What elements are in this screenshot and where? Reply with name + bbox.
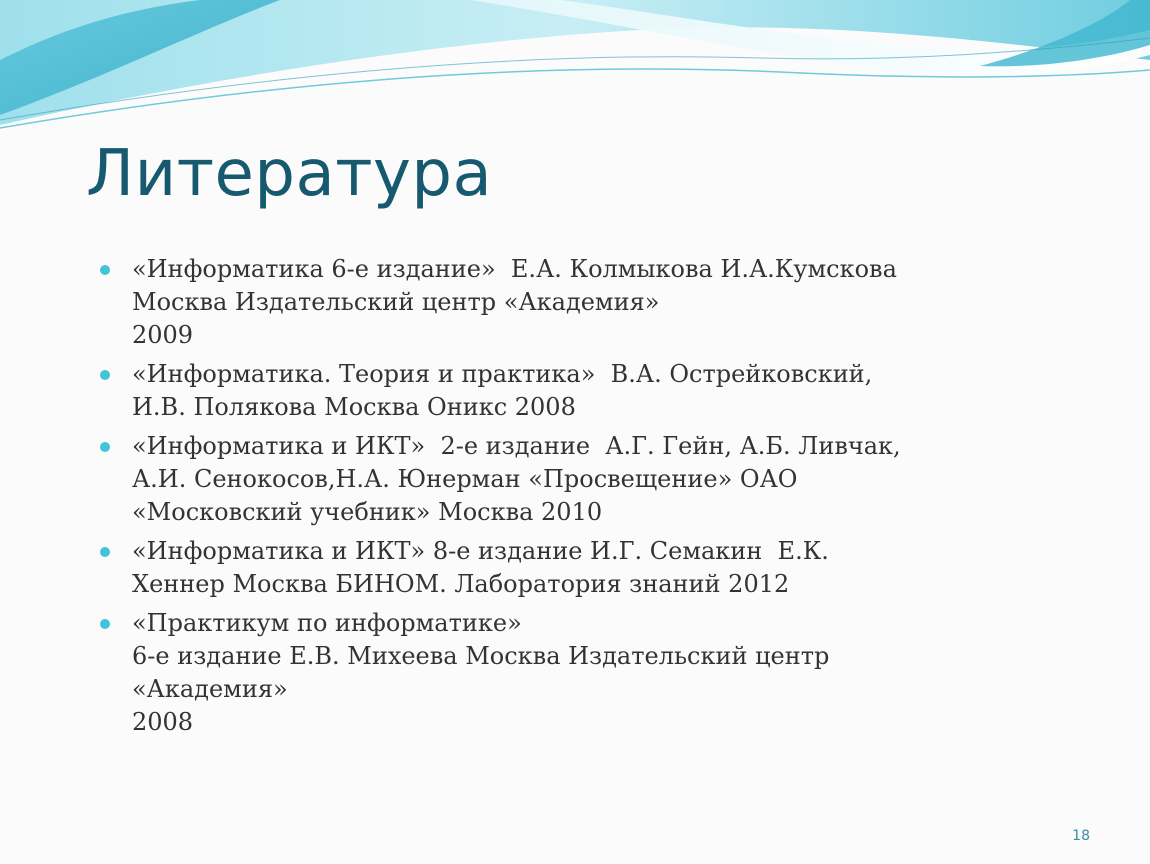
reference-line: Москва Издательский центр «Академия» [132,288,660,316]
reference-item [96,607,1056,739]
bullet-icon [100,442,110,452]
reference-line: «Информатика и ИКТ» 8-е издание И.Г. Семакин Е.К. [132,537,829,565]
bullet-icon [100,619,110,629]
bullet-icon [100,547,110,557]
reference-line: Хеннер Москва БИНОМ. Лаборатория знаний 2012 [132,570,790,598]
reference-line: «Академия» [132,675,288,703]
slide-title: Литература [86,137,493,211]
reference-line: 2009 [132,321,194,349]
reference-item [96,253,1056,352]
reference-line: «Московский учебник» Москва 2010 [132,498,603,526]
page-number: 18 [1072,828,1090,844]
reference-line: 2008 [132,708,194,736]
reference-line: «Практикум по информатике» [132,609,522,637]
reference-list [96,253,1056,745]
bullet-icon [100,265,110,275]
reference-line: А.И. Сенокосов,Н.А. Юнерман «Просвещение» ОАО [132,465,798,493]
reference-line: «Информатика 6-е издание» Е.А. Колмыкова И.А.Кумскова [132,255,897,283]
reference-line: «Информатика. Теория и практика» В.А. Острейковский, [132,360,873,388]
bullet-icon [100,370,110,380]
reference-line: И.В. Полякова Москва Оникс 2008 [132,393,576,421]
reference-item [96,430,1056,529]
reference-line: 6-е издание Е.В. Михеева Москва Издательский центр [132,642,830,670]
reference-item [96,358,1056,424]
reference-item [96,535,1056,601]
reference-line: «Информатика и ИКТ» 2-е издание А.Г. Гейн, А.Б. Ливчак, [132,432,901,460]
